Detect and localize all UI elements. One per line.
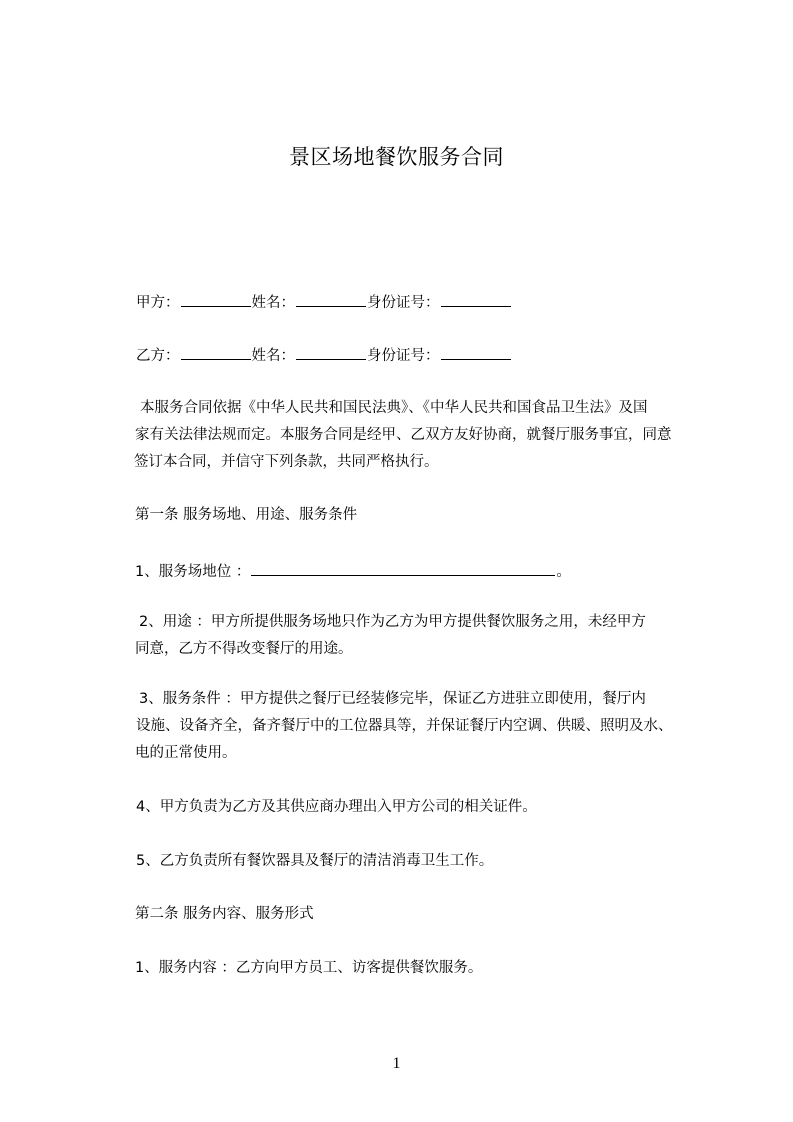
venue-end: 。 (556, 564, 571, 580)
article-1-item-1 (135, 559, 571, 582)
intro-line-3: 签订本合同，并信守下列条款，共同严格执行。 (134, 454, 439, 470)
article-1-item-4: 4、甲方负责为乙方及其供应商办理出入甲方公司的相关证件。 (136, 799, 537, 815)
article-1-item-2-line-2: 同意，乙方不得改变餐厅的用途。 (135, 641, 353, 657)
article-1-item-2-line-1: 2、用途 ：甲方所提供服务场地只作为乙方为甲方提供餐饮服务之用，未经甲方 (139, 614, 646, 630)
document-title: 景区场地餐饮服务合同 (289, 145, 504, 169)
article-1-heading: 第一条 服务场地、用途、服务条件 (135, 507, 358, 523)
party-b-name-label: 姓名： (251, 348, 295, 364)
page-number: 1 (392, 1055, 401, 1072)
article-1-item-3-line-2: 设施、设备齐全，备齐餐厅中的工位器具等，并保证餐厅内空调、供暖、照明及水、 (136, 718, 673, 734)
party-a-name-blank (296, 290, 366, 307)
party-a-name-label: 姓名： (251, 295, 295, 311)
party-a-id-blank (441, 290, 511, 307)
article-1-item-3-line-3: 电的正常使用。 (135, 745, 237, 761)
party-a-id-label: 身份证号： (367, 295, 440, 311)
party-b-line (136, 343, 512, 366)
party-b-blank (181, 343, 251, 360)
party-b-name-blank (296, 343, 366, 360)
article-1-item-5: 5、乙方负责所有餐饮器具及餐厅的清洁消毒卫生工作。 (136, 853, 494, 869)
article-1-item-3-line-1: 3、服务条件 ：甲方提供之餐厅已经装修完毕，保证乙方进驻立即使用，餐厅内 (139, 691, 646, 707)
party-b-label: 乙方： (136, 348, 180, 364)
party-a-blank (181, 290, 251, 307)
article-2-heading: 第二条 服务内容、服务形式 (135, 906, 314, 922)
intro-line-1: 本服务合同依据《中华人民共和国民法典》、《中华人民共和国食品卫生法》及国 (140, 400, 648, 416)
article-2-item-1: 1、服务内容 ：乙方向甲方员工、访客提供餐饮服务。 (135, 960, 483, 976)
intro-line-2: 家有关法律法规而定。本服务合同是经甲、乙双方友好协商，就餐厅服务事宜，同意 (135, 427, 672, 443)
venue-blank (251, 559, 555, 576)
party-a-line (136, 290, 512, 313)
party-b-id-blank (441, 343, 511, 360)
venue-label: 1、服务场地位 ： (135, 564, 251, 580)
party-a-label: 甲方： (136, 295, 180, 311)
party-b-id-label: 身份证号： (367, 348, 440, 364)
